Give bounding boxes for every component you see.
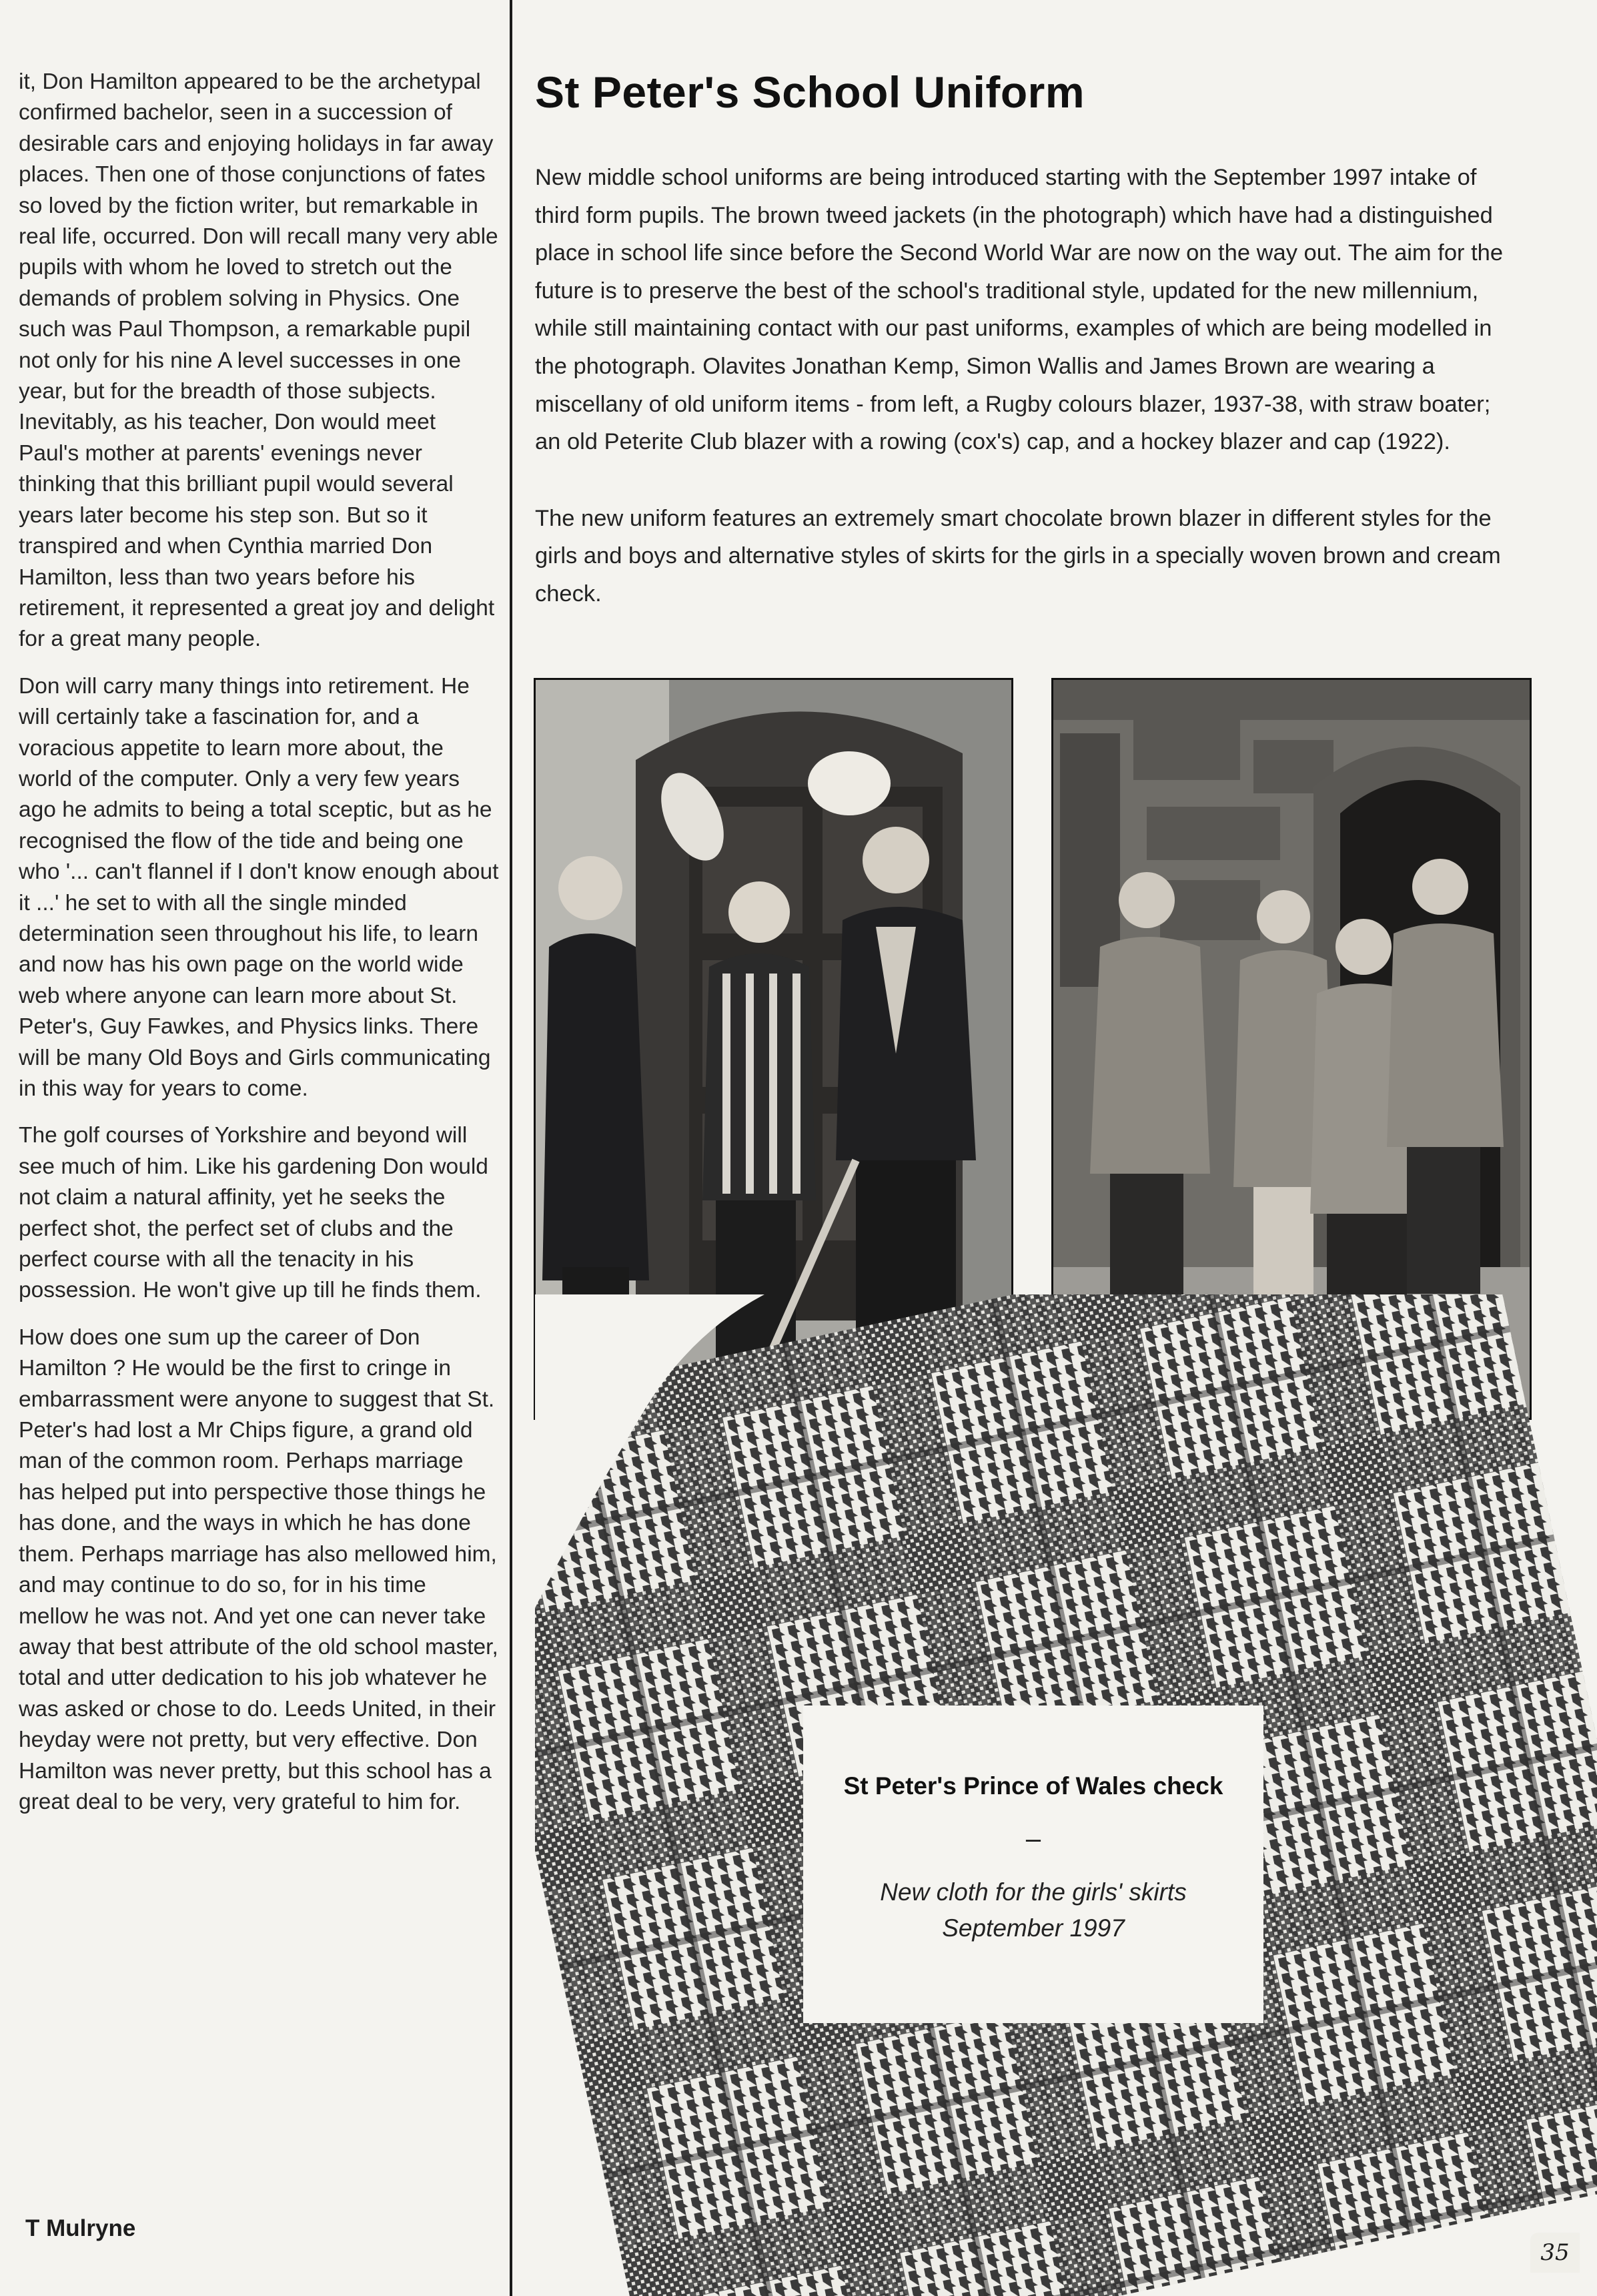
left-paragraph-1: it, Don Hamilton appeared to be the archetypal confirmed bachelor, seen in a succession of desirable cars and enjoying holidays in far away places. Then one of those conjunctions of fates so loved by the fiction writer, but remarkable in real life, occurred. Don will recall many very able pupils with whom he loved to stretch out the demands of problem solving in Physics. One such was Paul Thompson, a remarkable pupil not only for his nine A level successes in one year, but for the breadth of those subjects. Inevitably, as his teacher, Don would meet Paul's mother at parents' evenings never thinking that this brilliant pupil would several years later become his step son. But so it transpired and when Cynthia married Don Hamilton, less than two years before his retirement, it represented a great joy and delight for a great many people.	[19, 69, 498, 652]
article-body	[535, 159, 1522, 613]
uniform-paragraph-2: The new uniform features an extremely smart chocolate brown blazer in different styles for the girls and boys and alternative styles of skirts for the girls in a specially woven brown and cream check.	[535, 505, 1501, 607]
left-paragraph-2: Don will carry many things into retirement. He will certainly take a fascination for, and a voracious appetite to learn more about, the world of the computer. Only a very few years ago he admits to being a total sceptic, but as he recognised the flow of the tide and being one who '... can't flannel if I don't know enough about it ...' he set to with all the single minded determination seen throughout his life, to learn and now has his own page on the world wide web where anyone can learn more about St. Peter's, Guy Fawkes, and Physics links. There will be many Old Boys and Girls communicating in this way for years to come.	[19, 673, 499, 1101]
check-caption-line-1: New cloth for the girls' skirts	[880, 1878, 1187, 1906]
column-divider	[510, 0, 512, 2296]
article-author: T Mulryne	[25, 2215, 136, 2241]
uniform-article	[535, 67, 1522, 652]
check-caption-line-2: September 1997	[942, 1914, 1125, 1942]
check-caption-box	[803, 1705, 1263, 2023]
uniform-paragraph-1: New middle school uniforms are being introduced starting with the September 1997 intake of third form pupils. The brown tweed jackets (in the photograph) which have had a distinguished place in school life since before the Second World War are now on the way out. The aim for the future is to preserve the best of the school's traditional style, updated for the new millennium, while still maintaining contact with our past uniforms, examples of which are being modelled in the photograph. Olavites Jonathan Kemp, Simon Wallis and James Brown are wearing a miscellany of old uniform items - from left, a Rugby colours blazer, 1937-38, with straw boater; an old Peterite Club blazer with a rowing (cox's) cap, and a hockey blazer and cap (1922).	[535, 165, 1504, 455]
left-paragraph-4: How does one sum up the career of Don Hamilton ? He would be the first to cringe in embarrassment were anyone to suggest that St. Peter's had lost a Mr Chips figure, a grand old man of the common room. Perhaps marriage has helped put into perspective those things he has done, and the ways in which he has done them. Perhaps marriage has also mellowed him, and may continue to do so, for in his time mellow he was not. And yet one can never take away that best attribute of the old school master, total and utter dedication to his job whatever he was asked or chose to do. Leeds United, in their heyday were not pretty, but very effective. Don Hamilton was never pretty, but this school has a great deal to be very, very grateful to him for.	[19, 1324, 498, 1814]
check-caption-title: St Peter's Prince of Wales check	[843, 1772, 1223, 1800]
left-paragraph-3: The golf courses of Yorkshire and beyond will see much of him. Like his gardening Don would not claim a natural affinity, yet he seeks the perfect shot, the perfect set of clubs and the perfect course with all the tenacity in his possession. He won't give up till he finds them.	[19, 1123, 488, 1303]
left-article	[19, 67, 499, 1834]
article-title: St Peter's School Uniform	[535, 67, 1085, 117]
check-caption-subtitle	[803, 1874, 1263, 1946]
page-number: 35	[1530, 2233, 1580, 2273]
check-caption-dash: –	[1025, 1824, 1041, 1854]
